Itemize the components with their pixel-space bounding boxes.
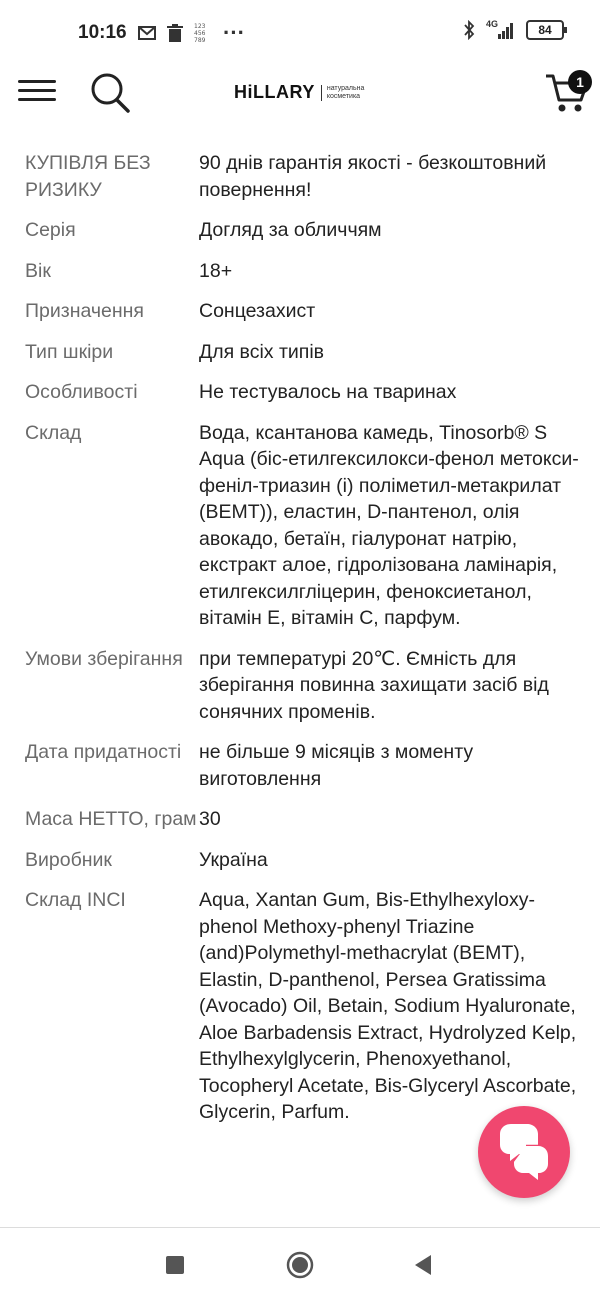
spec-row: [0, 298, 600, 339]
chat-button[interactable]: [478, 1106, 570, 1198]
spec-value: Для всіх типів: [199, 340, 325, 363]
spec-value: 18+: [199, 259, 233, 282]
logo-wordmark: HiLLARY: [234, 82, 315, 102]
system-icons: [462, 20, 564, 40]
notification-icons: [137, 22, 245, 44]
trash-icon: [167, 24, 183, 42]
spec-row: [0, 339, 600, 380]
spec-label: Дата придатності: [25, 741, 182, 763]
hillary-logo[interactable]: [234, 82, 364, 103]
back-button[interactable]: [413, 1254, 433, 1276]
spec-value: Україна: [199, 848, 268, 871]
spec-label: Склад: [25, 421, 82, 444]
signal-icon: [486, 20, 516, 40]
spec-label: Склад INCI: [25, 889, 126, 911]
menu-icon[interactable]: [18, 74, 56, 108]
spec-value: Сонцезахист: [199, 300, 316, 322]
spec-row: [0, 420, 600, 646]
system-nav-bar: [0, 1227, 600, 1300]
search-icon[interactable]: [90, 70, 130, 114]
site-header: [0, 68, 600, 118]
keypad-icon: [193, 22, 213, 44]
gmail-icon: [137, 25, 157, 41]
spec-label: Тип шкіри: [25, 340, 114, 363]
spec-value: 30: [199, 808, 221, 830]
spec-row: [0, 806, 600, 847]
spec-label: Маса НЕТТО, грам: [25, 808, 197, 830]
spec-value: при температурі 20℃. Ємність для зберігання повинна захищати засіб від сонячних променів.: [199, 647, 549, 723]
logo-tagline-line1: натуральна: [326, 84, 365, 92]
bluetooth-icon: [462, 20, 476, 40]
svg-text:123: 123: [194, 23, 206, 30]
spec-row: [0, 847, 600, 888]
more-dots-icon: ···: [223, 20, 245, 45]
recent-apps-button[interactable]: [166, 1256, 184, 1274]
battery-level: 84: [538, 23, 552, 37]
spec-label: Призначення: [25, 300, 144, 322]
network-type: 4G: [486, 19, 499, 29]
spec-value: не більше 9 місяців з моменту виготовлення: [199, 741, 474, 790]
svg-text:456: 456: [194, 30, 206, 37]
spec-label: Виробник: [25, 848, 112, 871]
logo-tagline-line2: косметика: [326, 92, 361, 100]
spec-value: Не тестувалось на тваринах: [199, 381, 457, 403]
spec-row: [0, 739, 600, 806]
svg-text:789: 789: [194, 37, 206, 44]
status-bar: [0, 0, 600, 68]
spec-row: [0, 150, 600, 217]
spec-label: КУПІВЛЯ БЕЗ РИЗИКУ: [25, 152, 151, 201]
spec-row: [0, 217, 600, 258]
spec-label: Вік: [25, 259, 51, 282]
spec-label: Особливості: [25, 381, 138, 403]
spec-label: Серія: [25, 219, 76, 241]
product-specs-table: [0, 150, 600, 1140]
spec-value: Aqua, Xantan Gum, Bis-Ethylhexyloxy-phenol Methoxy-phenyl Triazine (and)Polymethyl-methacrylat (BEMT), Elastin, D-panthenol, Persea Gratissima (Avocado) Oil, Betain, Sodium Hyaluronate, Aloe Barbadensis Extract, Hydrolyzed Kelp, Ethylhexylglycerin, Phenoxyethanol, Tocopheryl Acetate, Bis-Glyceryl Ascorbate, Glycerin, Parfum.: [199, 889, 577, 1123]
spec-value: Догляд за обличчям: [199, 219, 382, 241]
chat-bubbles-icon: [478, 1106, 570, 1198]
spec-label: Умови зберігання: [25, 647, 183, 670]
spec-row: [0, 887, 600, 1140]
spec-value: 90 днів гарантія якості - безкоштовний повернення!: [199, 152, 547, 201]
battery-icon: [526, 20, 564, 40]
spec-row: [0, 646, 600, 740]
home-button[interactable]: [286, 1251, 314, 1279]
status-time: 10:16: [78, 22, 127, 43]
spec-row: [0, 379, 600, 420]
logo-tagline: [321, 85, 365, 101]
spec-row: [0, 258, 600, 299]
spec-value: Вода, ксантанова камедь, Tinosorb® S Aqua (біс-етилгексилокси-фенол метокси-феніл-триазин (і) поліметил-метакрилат (BEMT)), еластин, D-пантенол, олія авокадо, бетаїн, гіалуронат натрію, екстракт алое, гідролізована ламінарія, етилгексилгліцерин, феноксиетанол, вітамін Е, вітамін С, парфум.: [199, 421, 579, 629]
cart-count-badge: 1: [568, 70, 592, 94]
